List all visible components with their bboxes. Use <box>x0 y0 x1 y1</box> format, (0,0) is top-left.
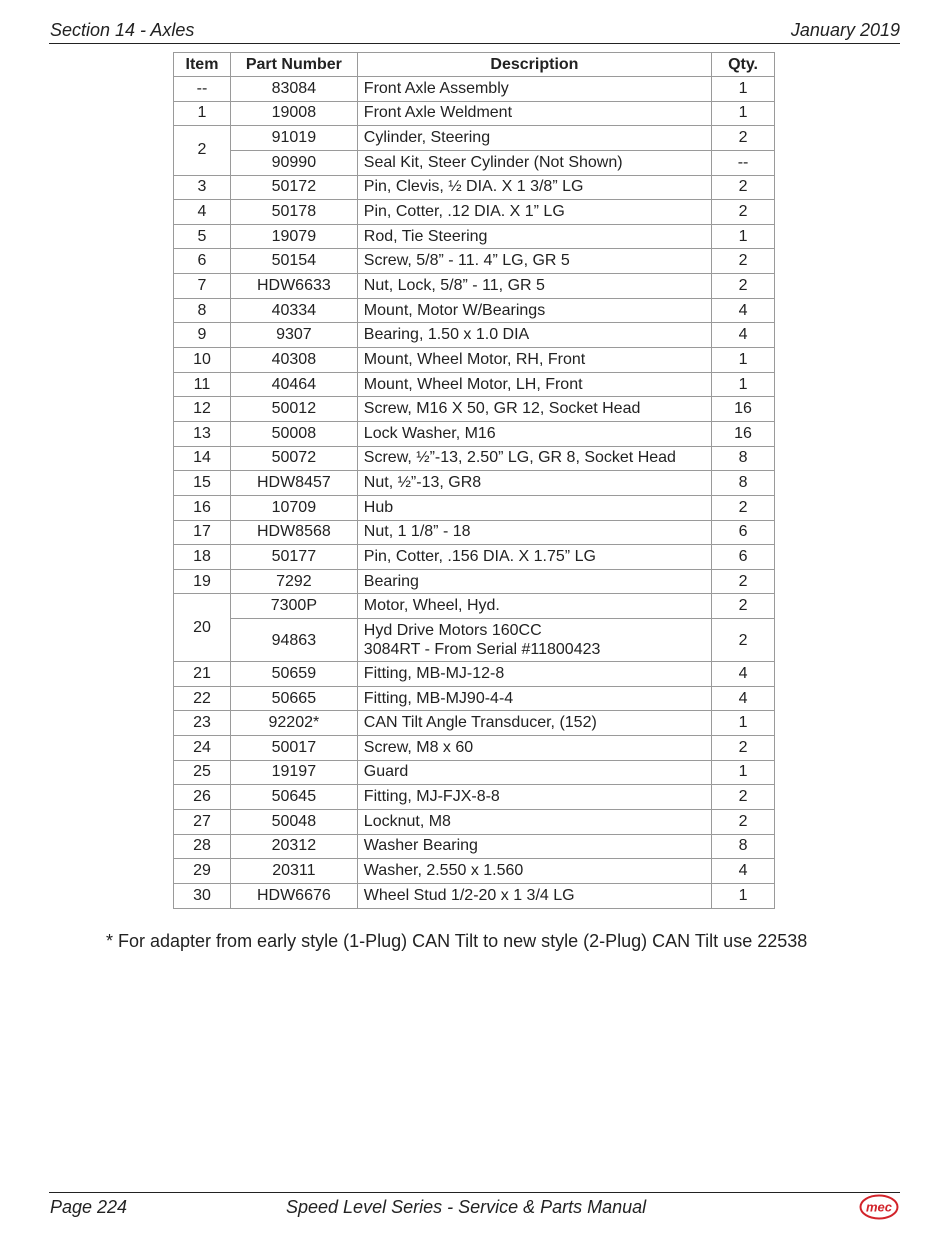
cell-description <box>357 809 711 834</box>
description-line: CAN Tilt Angle Transducer, (152) <box>363 714 597 732</box>
revision-date: January 2019 <box>790 20 900 40</box>
table-row <box>174 421 775 446</box>
table-row <box>174 662 775 687</box>
cell-part-number: 19008 <box>230 101 357 126</box>
table-row <box>174 224 775 249</box>
cell-qty: 2 <box>712 569 775 594</box>
table-row <box>174 471 775 496</box>
description-line: Hub <box>363 498 394 516</box>
cell-description <box>357 200 711 225</box>
table-row <box>174 760 775 785</box>
cell-description <box>357 126 711 151</box>
cell-qty: 2 <box>712 274 775 299</box>
cell-description <box>357 736 711 761</box>
cell-description <box>357 569 711 594</box>
description-line: 3084RT - From Serial #11800423 <box>363 641 601 659</box>
description-line: Motor, Wheel, Hyd. <box>363 597 500 615</box>
table-row <box>174 883 775 908</box>
cell-qty: 4 <box>712 323 775 348</box>
description-line: Front Axle Weldment <box>363 104 513 122</box>
description-line: Guard <box>363 763 409 781</box>
cell-part-number: 19079 <box>230 224 357 249</box>
table-row <box>174 520 775 545</box>
cell-qty: 2 <box>712 785 775 810</box>
column-header-qty: Qty. <box>712 53 775 77</box>
table-header-row <box>174 53 775 77</box>
description-line: Rod, Tie Steering <box>363 227 488 245</box>
description-line: Wheel Stud 1/2-20 x 1 3/4 LG <box>363 886 575 904</box>
cell-part-number: 50012 <box>230 397 357 422</box>
cell-item: 27 <box>174 809 231 834</box>
cell-item: 22 <box>174 686 231 711</box>
table-row <box>174 619 775 662</box>
table-row <box>174 594 775 619</box>
cell-description <box>357 662 711 687</box>
table-row <box>174 372 775 397</box>
cell-qty: 2 <box>712 736 775 761</box>
description-line: Nut, Lock, 5/8” - 11, GR 5 <box>363 276 545 294</box>
cell-description <box>357 446 711 471</box>
description-line: Screw, 5/8” - 11. 4” LG, GR 5 <box>363 252 570 270</box>
description-line: Seal Kit, Steer Cylinder (Not Shown) <box>363 153 623 171</box>
cell-qty: 2 <box>712 200 775 225</box>
cell-description <box>357 859 711 884</box>
cell-description <box>357 224 711 249</box>
description-line: Nut, ½”-13, GR8 <box>363 474 482 492</box>
cell-item: -- <box>174 77 231 102</box>
cell-item: 3 <box>174 175 231 200</box>
table-row <box>174 249 775 274</box>
cell-qty: 4 <box>712 662 775 687</box>
cell-qty: 6 <box>712 520 775 545</box>
cell-description <box>357 834 711 859</box>
cell-item: 13 <box>174 421 231 446</box>
cell-item: 7 <box>174 274 231 299</box>
description-line: Hyd Drive Motors 160CC <box>363 622 542 640</box>
cell-qty: 1 <box>712 711 775 736</box>
column-header-part-number: Part Number <box>230 53 357 77</box>
cell-qty: 4 <box>712 298 775 323</box>
svg-text:mec: mec <box>865 1199 893 1215</box>
cell-qty: 1 <box>712 348 775 373</box>
cell-description <box>357 619 711 662</box>
cell-qty: -- <box>712 150 775 175</box>
cell-part-number: HDW6633 <box>230 274 357 299</box>
description-line: Washer, 2.550 x 1.560 <box>363 862 524 880</box>
cell-description <box>357 785 711 810</box>
cell-part-number: HDW6676 <box>230 883 357 908</box>
cell-description <box>357 323 711 348</box>
cell-qty: 1 <box>712 883 775 908</box>
cell-item: 5 <box>174 224 231 249</box>
description-line: Screw, ½”-13, 2.50” LG, GR 8, Socket Head <box>363 449 676 467</box>
cell-item: 29 <box>174 859 231 884</box>
description-line: Washer Bearing <box>363 837 478 855</box>
cell-description <box>357 545 711 570</box>
cell-qty: 8 <box>712 834 775 859</box>
page-number: Page 224 <box>50 1197 128 1217</box>
cell-description <box>357 101 711 126</box>
cell-item: 23 <box>174 711 231 736</box>
table-row <box>174 126 775 151</box>
table-row <box>174 834 775 859</box>
cell-part-number: 50659 <box>230 662 357 687</box>
cell-qty: 1 <box>712 224 775 249</box>
cell-qty: 2 <box>712 126 775 151</box>
cell-description <box>357 298 711 323</box>
cell-part-number: 50048 <box>230 809 357 834</box>
description-line: Lock Washer, M16 <box>363 424 496 442</box>
cell-part-number: 50177 <box>230 545 357 570</box>
column-header-item: Item <box>174 53 231 77</box>
cell-qty: 4 <box>712 859 775 884</box>
cell-item: 6 <box>174 249 231 274</box>
cell-item: 10 <box>174 348 231 373</box>
cell-qty: 16 <box>712 421 775 446</box>
cell-part-number: 40308 <box>230 348 357 373</box>
description-line: Fitting, MB-MJ-12-8 <box>363 664 505 682</box>
cell-part-number: 20311 <box>230 859 357 884</box>
parts-table-body <box>174 77 775 909</box>
cell-qty: 2 <box>712 175 775 200</box>
cell-part-number: 50665 <box>230 686 357 711</box>
table-row <box>174 446 775 471</box>
cell-qty: 2 <box>712 619 775 662</box>
cell-description <box>357 150 711 175</box>
table-row <box>174 298 775 323</box>
cell-item: 11 <box>174 372 231 397</box>
cell-qty: 1 <box>712 760 775 785</box>
cell-item: 1 <box>174 101 231 126</box>
table-row <box>174 809 775 834</box>
section-title: Section 14 - Axles <box>50 20 195 40</box>
table-row <box>174 859 775 884</box>
cell-part-number: 50154 <box>230 249 357 274</box>
table-row <box>174 785 775 810</box>
cell-description <box>357 274 711 299</box>
table-row <box>174 495 775 520</box>
cell-item: 16 <box>174 495 231 520</box>
cell-description <box>357 495 711 520</box>
description-line: Fitting, MJ-FJX-8-8 <box>363 788 500 806</box>
cell-qty: 2 <box>712 495 775 520</box>
description-line: Screw, M16 X 50, GR 12, Socket Head <box>363 400 641 418</box>
cell-qty: 2 <box>712 594 775 619</box>
table-row <box>174 150 775 175</box>
table-row <box>174 175 775 200</box>
cell-item: 28 <box>174 834 231 859</box>
cell-part-number: 91019 <box>230 126 357 151</box>
cell-description <box>357 520 711 545</box>
cell-part-number: HDW8457 <box>230 471 357 496</box>
table-row <box>174 711 775 736</box>
cell-part-number: 19197 <box>230 760 357 785</box>
cell-description <box>357 883 711 908</box>
cell-item: 21 <box>174 662 231 687</box>
cell-item: 2 <box>174 126 231 175</box>
description-line: Pin, Clevis, ½ DIA. X 1 3/8” LG <box>363 178 584 196</box>
cell-part-number: 40464 <box>230 372 357 397</box>
table-row <box>174 348 775 373</box>
description-line: Cylinder, Steering <box>363 129 491 147</box>
cell-part-number: 94863 <box>230 619 357 662</box>
description-line: Locknut, M8 <box>363 812 451 830</box>
cell-part-number: 50645 <box>230 785 357 810</box>
cell-item: 17 <box>174 520 231 545</box>
cell-description <box>357 686 711 711</box>
cell-description <box>357 421 711 446</box>
cell-part-number: 90990 <box>230 150 357 175</box>
cell-qty: 8 <box>712 446 775 471</box>
description-line: Mount, Wheel Motor, LH, Front <box>363 375 583 393</box>
cell-item: 30 <box>174 883 231 908</box>
cell-description <box>357 760 711 785</box>
cell-part-number: 83084 <box>230 77 357 102</box>
cell-item: 12 <box>174 397 231 422</box>
cell-part-number: 92202* <box>230 711 357 736</box>
table-row <box>174 545 775 570</box>
cell-qty: 4 <box>712 686 775 711</box>
description-line: Mount, Wheel Motor, RH, Front <box>363 350 586 368</box>
manual-title: Speed Level Series - Service & Parts Manual <box>286 1197 647 1217</box>
description-line: Pin, Cotter, .156 DIA. X 1.75” LG <box>363 547 596 565</box>
cell-part-number: 50172 <box>230 175 357 200</box>
description-line: Pin, Cotter, .12 DIA. X 1” LG <box>363 203 565 221</box>
cell-qty: 1 <box>712 101 775 126</box>
column-header-description: Description <box>357 53 711 77</box>
cell-part-number: 50178 <box>230 200 357 225</box>
table-row <box>174 569 775 594</box>
mec-logo-icon <box>859 1194 899 1220</box>
description-line: Mount, Motor W/Bearings <box>363 301 546 319</box>
cell-description <box>357 77 711 102</box>
description-line: Bearing <box>363 572 419 590</box>
table-row <box>174 686 775 711</box>
table-row <box>174 101 775 126</box>
cell-part-number: 40334 <box>230 298 357 323</box>
table-row <box>174 77 775 102</box>
table-row <box>174 323 775 348</box>
cell-part-number: 50017 <box>230 736 357 761</box>
cell-part-number: 50008 <box>230 421 357 446</box>
cell-description <box>357 175 711 200</box>
cell-part-number: 7300P <box>230 594 357 619</box>
cell-qty: 16 <box>712 397 775 422</box>
description-line: Bearing, 1.50 x 1.0 DIA <box>363 326 530 344</box>
cell-part-number: 7292 <box>230 569 357 594</box>
cell-description <box>357 348 711 373</box>
cell-item: 9 <box>174 323 231 348</box>
parts-table <box>173 52 775 909</box>
cell-item: 8 <box>174 298 231 323</box>
cell-qty: 2 <box>712 249 775 274</box>
cell-qty: 1 <box>712 372 775 397</box>
description-line: Front Axle Assembly <box>363 79 509 97</box>
cell-description <box>357 711 711 736</box>
table-row <box>174 736 775 761</box>
cell-item: 25 <box>174 760 231 785</box>
description-line: Fitting, MB-MJ90-4-4 <box>363 689 514 707</box>
cell-item: 18 <box>174 545 231 570</box>
cell-description <box>357 397 711 422</box>
cell-description <box>357 594 711 619</box>
cell-item: 4 <box>174 200 231 225</box>
cell-part-number: 9307 <box>230 323 357 348</box>
cell-part-number: 10709 <box>230 495 357 520</box>
footnote: * For adapter from early style (1-Plug) CAN Tilt to new style (2-Plug) CAN Tilt use 22538 <box>106 931 808 951</box>
footer-rule <box>49 1192 900 1193</box>
cell-description <box>357 249 711 274</box>
cell-qty: 6 <box>712 545 775 570</box>
table-row <box>174 200 775 225</box>
cell-item: 15 <box>174 471 231 496</box>
cell-item: 19 <box>174 569 231 594</box>
description-line: Screw, M8 x 60 <box>363 738 474 756</box>
cell-qty: 1 <box>712 77 775 102</box>
cell-description <box>357 471 711 496</box>
cell-description <box>357 372 711 397</box>
cell-part-number: HDW8568 <box>230 520 357 545</box>
cell-part-number: 20312 <box>230 834 357 859</box>
description-line: Nut, 1 1/8” - 18 <box>363 523 471 541</box>
table-row <box>174 274 775 299</box>
cell-item: 14 <box>174 446 231 471</box>
cell-item: 20 <box>174 594 231 662</box>
cell-item: 26 <box>174 785 231 810</box>
table-row <box>174 397 775 422</box>
header-rule <box>49 43 900 44</box>
cell-item: 24 <box>174 736 231 761</box>
cell-part-number: 50072 <box>230 446 357 471</box>
cell-qty: 8 <box>712 471 775 496</box>
cell-qty: 2 <box>712 809 775 834</box>
